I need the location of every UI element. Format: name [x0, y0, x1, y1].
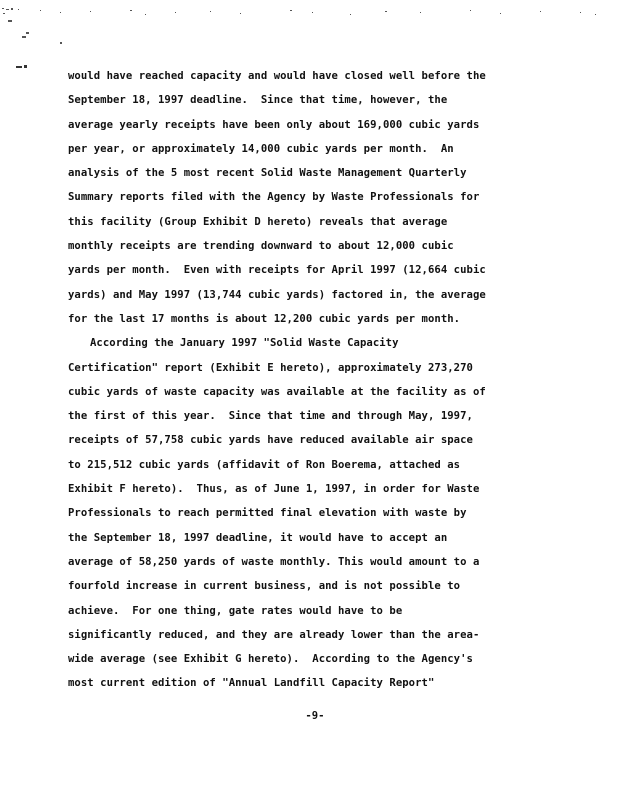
scan-artifacts	[0, 0, 630, 50]
text-line: yards) and May 1997 (13,744 cubic yards) factored in, the average	[68, 288, 486, 301]
text-line: most current edition of "Annual Landfill Capacity Report"	[68, 677, 435, 690]
page-number: -9-	[305, 710, 325, 722]
text-line: Certification" report (Exhibit E hereto), approximately 273,270	[68, 361, 473, 374]
text-line: analysis of the 5 most recent Solid Waste Management Quarterly	[68, 167, 467, 180]
text-line: Summary reports filed with the Agency by Waste Professionals for	[68, 191, 480, 204]
text-line: would have reached capacity and would have closed well before the	[68, 70, 486, 82]
text-line: Professionals to reach permitted final elevation with waste by	[68, 507, 467, 520]
text-line: receipts of 57,758 cubic yards have reduced available air space	[68, 434, 473, 447]
text-line: yards per month. Even with receipts for April 1997 (12,664 cubic	[68, 264, 486, 277]
scan-mark	[14, 62, 34, 72]
text-line: for the last 17 months is about 12,200 cubic yards per month.	[68, 312, 461, 325]
paragraph-first-line: According the January 1997 "Solid Waste Capacity	[90, 337, 399, 350]
text-line: the September 18, 1997 deadline, it would have to accept an	[68, 531, 448, 544]
text-line: wide average (see Exhibit G hereto). According to the Agency's	[68, 653, 473, 666]
text-line: average yearly receipts have been only about 169,000 cubic yards	[68, 118, 480, 131]
text-line: fourfold increase in current business, and is not possible to	[68, 580, 461, 593]
text-line: the first of this year. Since that time and through May, 1997,	[68, 410, 473, 423]
text-line: Exhibit F hereto). Thus, as of June 1, 1997, in order for Waste	[68, 483, 480, 496]
text-line: per year, or approximately 14,000 cubic yards per month. An	[68, 142, 454, 155]
text-line: monthly receipts are trending downward to about 12,000 cubic	[68, 240, 454, 253]
text-line: this facility (Group Exhibit D hereto) reveals that average	[68, 215, 448, 228]
text-line: significantly reduced, and they are already lower than the area-	[68, 628, 480, 641]
text-line: September 18, 1997 deadline. Since that time, however, the	[68, 94, 448, 107]
text-line: average of 58,250 yards of waste monthly. This would amount to a	[68, 555, 480, 568]
text-line: to 215,512 cubic yards (affidavit of Ron Boerema, attached as	[68, 458, 461, 471]
text-line: cubic yards of waste capacity was available at the facility as of	[68, 385, 486, 398]
text-line: achieve. For one thing, gate rates would have to be	[68, 604, 403, 617]
body-text	[68, 64, 578, 696]
